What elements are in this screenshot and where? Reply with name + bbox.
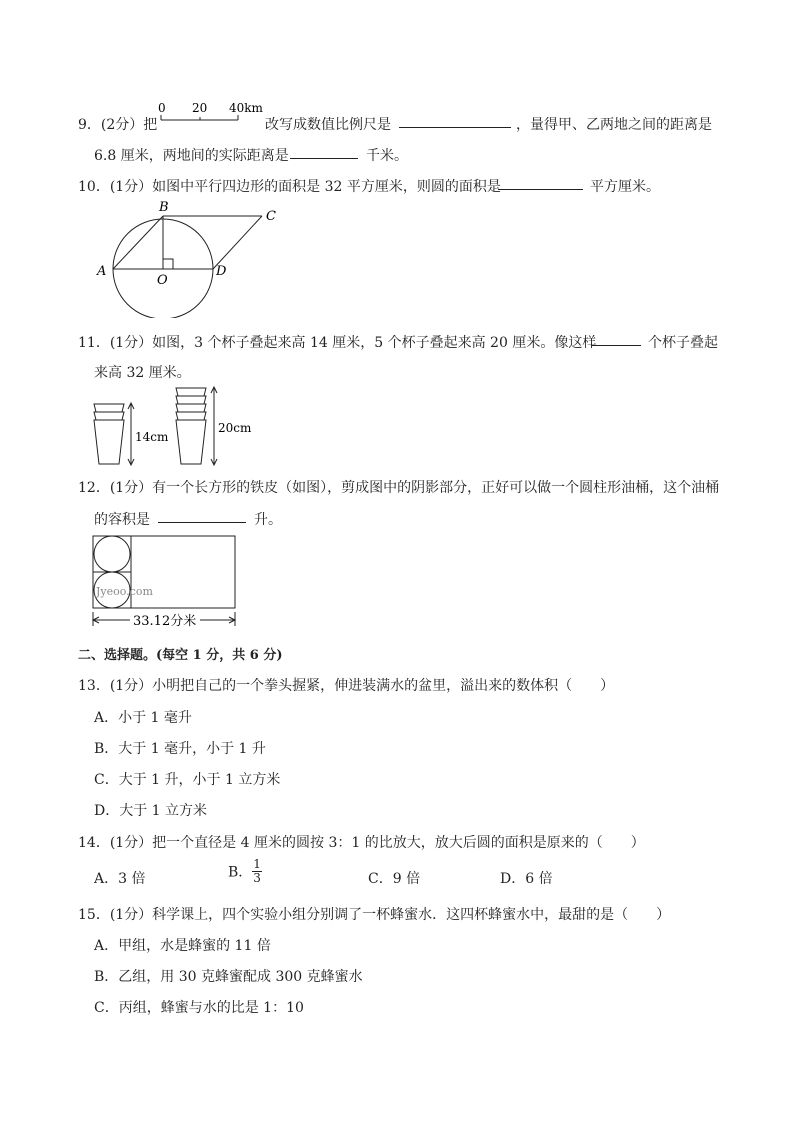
point-label-b: B [159,200,169,215]
q14-option-c[interactable]: C．9 倍 [368,871,421,887]
scale-label-20: 20 [192,101,208,115]
jyeoo-watermark: Jyeoo.com [96,585,153,598]
q15-option-b[interactable]: B．乙组，用 30 克蜂蜜配成 300 克蜂蜜水 [94,969,363,985]
q14-option-b[interactable] [228,858,262,885]
q9-line1-suffix: ，量得甲、乙两地之间的距离是 [516,117,712,133]
q10-answer-blank[interactable] [498,177,583,190]
q13-option-a[interactable]: A．小于 1 毫升 [94,710,192,726]
q14-option-d[interactable]: D．6 倍 [500,871,553,887]
q15-stem: 15．(1分）科学课上，四个实验小组分别调了一杯蜂蜜水．这四杯蜂蜜水中，最甜的是（ ） [78,907,671,923]
q10-stem: 10．(1分）如图中平行四边形的面积是 32 平方厘米，则圆的面积是 [78,179,501,195]
q11-line1-suffix: 个杯子叠起 [648,335,718,351]
q14-option-a[interactable]: A．3 倍 [94,871,146,887]
q15-option-a[interactable]: A．甲组，水是蜂蜜的 11 倍 [94,938,271,954]
fraction-denominator: 3 [253,871,261,885]
q13-option-c[interactable]: C．大于 1 升，小于 1 立方米 [94,772,281,788]
q9-line2-prefix: 6.8 厘米，两地间的实际距离是 [94,148,289,164]
q10-circle-parallelogram-figure [92,196,292,318]
q14-stem: 14．(1分）把一个直径是 4 厘米的圆按 3：1 的比放大，放大后圆的面积是原来的（ ） [78,835,645,851]
q11-line2: 来高 32 厘米。 [94,365,191,381]
point-label-d: D [216,264,227,279]
q14-option-b-letter: B． [228,864,253,881]
q10-suffix: 平方厘米。 [590,179,660,195]
q11-stacked-cups-figure [90,384,270,470]
q11-answer-blank[interactable] [591,333,641,346]
q12-answer-blank[interactable] [158,510,246,523]
fraction-one-third [252,858,262,885]
q13-stem: 13．(1分）小明把自己的一个拳头握紧，伸进装满水的盆里，溢出来的数体积（ ） [78,678,615,694]
q11-line1: 11．(1分）如图，3 个杯子叠起来高 14 厘米，5 个杯子叠起来高 20 厘米。像这样 [78,335,597,351]
q13-option-b[interactable]: B．大于 1 毫升，小于 1 升 [94,741,266,757]
scale-label-0: 0 [158,101,166,115]
point-label-c: C [266,209,276,224]
point-label-a: A [97,264,107,279]
q11-label-20cm: 20cm [218,421,252,435]
fraction-numerator: 1 [253,857,261,871]
q9-answer-blank-1[interactable] [399,115,511,128]
q12-dimension-label: 33.12分米 [133,614,197,629]
q9-answer-blank-2[interactable] [290,146,358,159]
q12-line1: 12．(1分）有一个长方形的铁皮（如图），剪成图中的阴影部分，正好可以做一个圆柱形油桶，这个油桶 [78,480,720,496]
section-2-title: 二、选择题。(每空 1 分，共 6 分) [78,648,283,663]
q9-line2-suffix: 千米。 [366,148,408,164]
q12-line2-suffix: 升。 [254,512,282,528]
scale-label-40km: 40km [229,101,263,115]
q12-rectangle-sheet-figure [88,534,242,630]
q9-line1-mid: 改写成数值比例尺是 [265,117,391,133]
point-label-o: O [157,273,168,288]
q15-option-c[interactable]: C．丙组，蜂蜜与水的比是 1：10 [94,1000,304,1016]
q13-option-d[interactable]: D．大于 1 立方米 [94,803,208,819]
q9-line1-prefix: 9．(2分）把 [78,117,158,133]
scale-bar-figure [156,98,266,128]
q12-line2-prefix: 的容积是 [94,512,150,528]
q11-label-14cm: 14cm [135,430,169,444]
